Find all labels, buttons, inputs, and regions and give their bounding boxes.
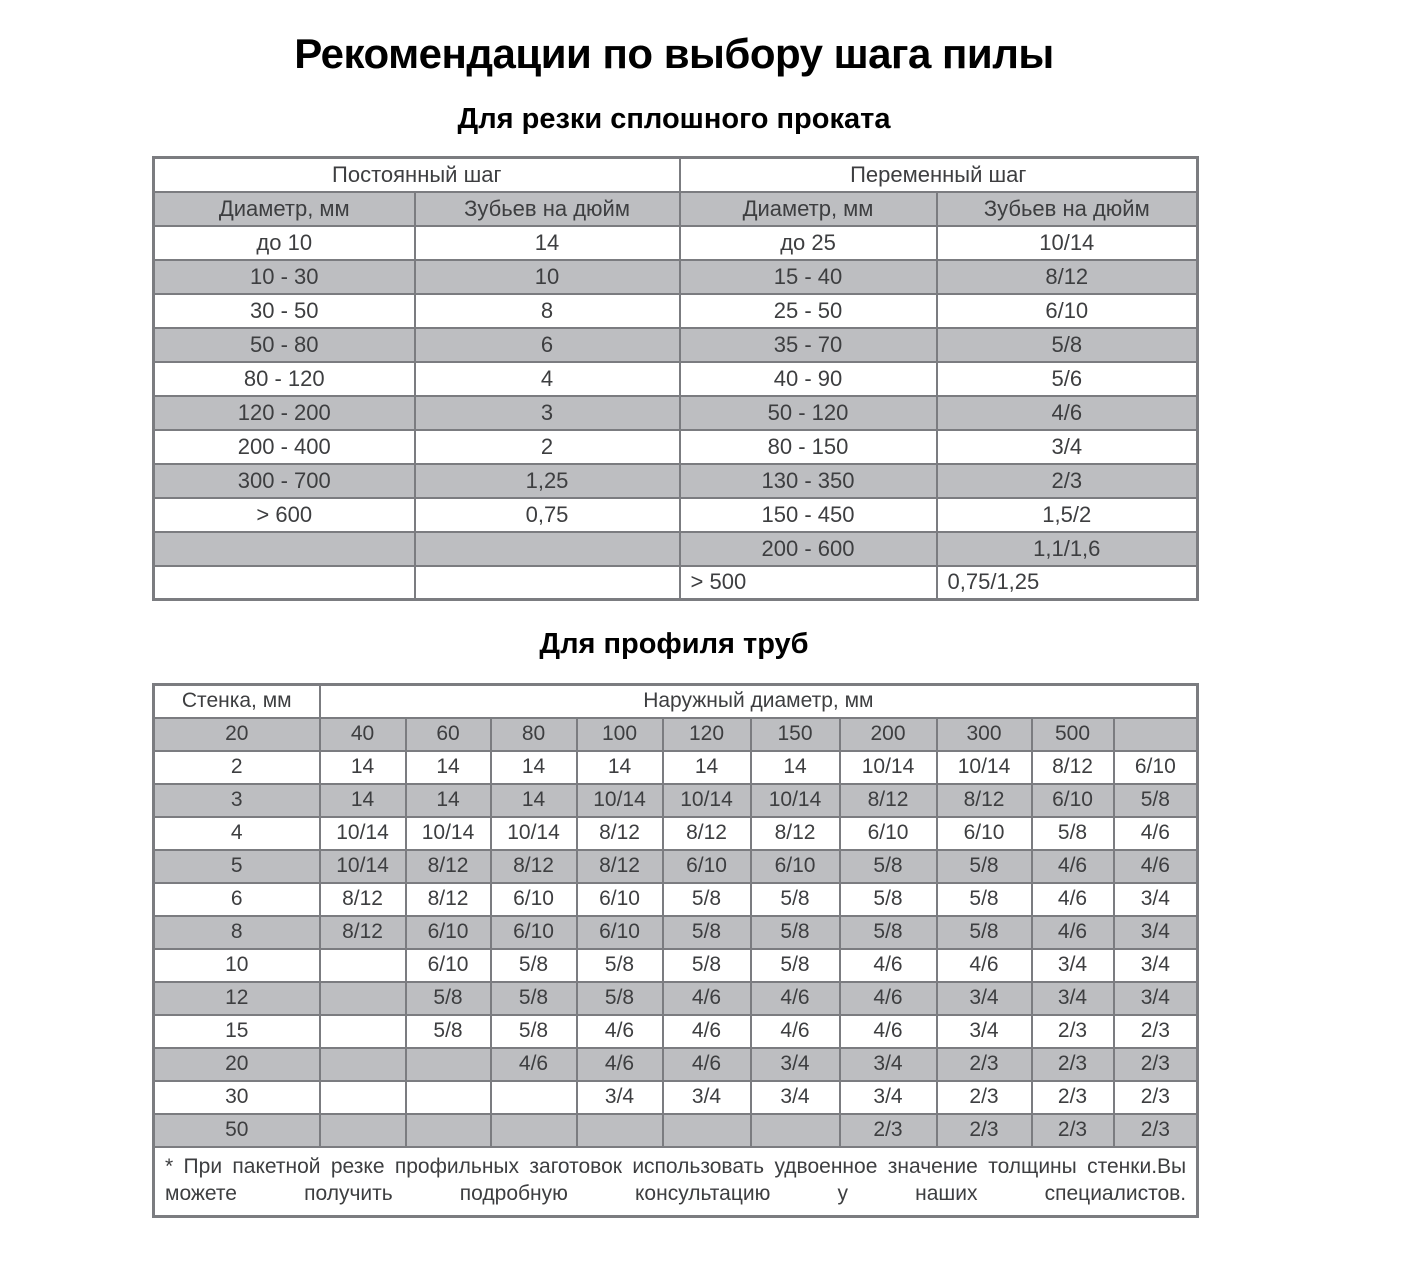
table-row <box>154 328 1198 362</box>
table-cell: 5/8 <box>751 916 840 949</box>
document-content <box>152 30 1196 1218</box>
table-cell: 5/8 <box>840 916 937 949</box>
table-cell: 3/4 <box>1114 949 1198 982</box>
column-header-tpi-1: Зубьев на дюйм <box>415 192 680 226</box>
table-cell: 5/8 <box>406 1015 491 1048</box>
diameter-header-cell: 300 <box>937 718 1032 751</box>
diameter-values-row <box>154 718 1198 751</box>
table-row <box>154 817 1198 850</box>
table-cell: 3/4 <box>840 1081 937 1114</box>
table-cell: 5/8 <box>663 949 751 982</box>
table-cell: 5/8 <box>840 850 937 883</box>
table-cell <box>415 566 680 600</box>
table-cell: 10/14 <box>320 817 406 850</box>
table-row <box>154 982 1198 1015</box>
table-cell: 4/6 <box>751 1015 840 1048</box>
table-cell <box>320 1081 406 1114</box>
table-cell: 6/10 <box>577 883 663 916</box>
table-cell: 6/10 <box>937 817 1032 850</box>
table-cell: > 500 <box>680 566 937 600</box>
table-cell: 30 <box>154 1081 320 1114</box>
table-cell: 10 - 30 <box>154 260 415 294</box>
table-cell: 3/4 <box>1114 883 1198 916</box>
table-cell: 6/10 <box>1114 751 1198 784</box>
table-row <box>154 1048 1198 1081</box>
table-cell: 5/8 <box>491 1015 577 1048</box>
table-cell: 40 - 90 <box>680 362 937 396</box>
table-cell: 8/12 <box>406 850 491 883</box>
pipe-profile-table <box>152 683 1199 1218</box>
table-cell: 4/6 <box>577 1015 663 1048</box>
table-cell: 0,75/1,25 <box>937 566 1198 600</box>
table-cell: 8/12 <box>840 784 937 817</box>
table-cell: 3/4 <box>1114 916 1198 949</box>
table-cell: 8/12 <box>320 883 406 916</box>
table-cell: 8/12 <box>937 260 1198 294</box>
table-cell: 120 - 200 <box>154 396 415 430</box>
table-cell <box>406 1081 491 1114</box>
table-cell: 5/8 <box>937 328 1198 362</box>
table-cell: 10/14 <box>663 784 751 817</box>
solid-stock-table <box>152 156 1199 601</box>
table-cell <box>415 532 680 566</box>
table-row <box>154 498 1198 532</box>
table-cell: 4 <box>415 362 680 396</box>
table-cell: 2/3 <box>1032 1048 1114 1081</box>
table-cell: 5/8 <box>937 916 1032 949</box>
table-cell: 5/8 <box>751 949 840 982</box>
table-cell: 4/6 <box>937 949 1032 982</box>
table-cell: 2/3 <box>1032 1081 1114 1114</box>
solid-stock-section-title: Для резки сплошного проката <box>457 103 891 136</box>
table-cell: 8/12 <box>577 850 663 883</box>
table-cell: 10/14 <box>840 751 937 784</box>
table-cell: 6 <box>415 328 680 362</box>
table-row <box>154 566 1198 600</box>
table-cell: 14 <box>751 751 840 784</box>
table-cell: 6/10 <box>751 850 840 883</box>
table-cell <box>320 982 406 1015</box>
table-cell: 50 - 120 <box>680 396 937 430</box>
footnote-row <box>154 1147 1198 1217</box>
table-cell: 2/3 <box>937 464 1198 498</box>
table-cell: 14 <box>320 751 406 784</box>
table-cell <box>320 1114 406 1147</box>
table-cell: 6/10 <box>406 916 491 949</box>
diameter-header-cell <box>1114 718 1198 751</box>
table-cell: 2/3 <box>937 1081 1032 1114</box>
table-cell: 200 - 400 <box>154 430 415 464</box>
table-cell: 1,25 <box>415 464 680 498</box>
table-row <box>154 396 1198 430</box>
table-cell: 4/6 <box>1032 883 1114 916</box>
table-cell: 4/6 <box>1114 850 1198 883</box>
table-cell: 3/4 <box>937 430 1198 464</box>
column-header-tpi-2: Зубьев на дюйм <box>937 192 1198 226</box>
diameter-header-cell: 100 <box>577 718 663 751</box>
table-row <box>154 916 1198 949</box>
table-cell: 3/4 <box>937 1015 1032 1048</box>
table-cell: 4/6 <box>663 1015 751 1048</box>
table-cell: 15 <box>154 1015 320 1048</box>
table-cell: 14 <box>491 751 577 784</box>
table-cell: 2/3 <box>840 1114 937 1147</box>
table-cell: 14 <box>663 751 751 784</box>
table-cell: 14 <box>577 751 663 784</box>
table-cell: 8 <box>154 916 320 949</box>
table-cell: 20 <box>154 1048 320 1081</box>
table-cell: 2 <box>415 430 680 464</box>
table-cell: 5/8 <box>577 982 663 1015</box>
table-cell: 80 - 150 <box>680 430 937 464</box>
table-cell: 0,75 <box>415 498 680 532</box>
table-cell: 6/10 <box>663 850 751 883</box>
table-cell: 1,1/1,6 <box>937 532 1198 566</box>
table-cell: 2/3 <box>1032 1015 1114 1048</box>
table-row <box>154 1081 1198 1114</box>
table-cell: 3/4 <box>751 1048 840 1081</box>
table-cell: 10/14 <box>491 817 577 850</box>
table-cell: 5/8 <box>577 949 663 982</box>
diameter-header-cell: 20 <box>154 718 320 751</box>
diameter-header-cell: 500 <box>1032 718 1114 751</box>
table-cell: 4/6 <box>577 1048 663 1081</box>
table-cell: 5/8 <box>663 916 751 949</box>
table-cell: 5/8 <box>840 883 937 916</box>
table-cell: 4/6 <box>840 982 937 1015</box>
table-cell: 4/6 <box>937 396 1198 430</box>
table-row <box>154 260 1198 294</box>
table-cell: 14 <box>415 226 680 260</box>
table-cell: 5/8 <box>491 949 577 982</box>
table-cell: 3/4 <box>840 1048 937 1081</box>
table-row <box>154 1114 1198 1147</box>
table-row <box>154 949 1198 982</box>
table-row <box>154 850 1198 883</box>
group-header-constant-pitch: Постоянный шаг <box>154 158 680 192</box>
table-cell: 2/3 <box>1032 1114 1114 1147</box>
group-header-row <box>154 158 1198 192</box>
table-cell: 4/6 <box>840 949 937 982</box>
table-row <box>154 226 1198 260</box>
table-cell: 130 - 350 <box>680 464 937 498</box>
pipe-profile-table-body <box>154 751 1198 1147</box>
table-cell: 3/4 <box>1114 982 1198 1015</box>
table-cell: 5/8 <box>663 883 751 916</box>
table-cell: 5/8 <box>751 883 840 916</box>
group-header-variable-pitch: Переменный шаг <box>680 158 1198 192</box>
table-cell: 50 <box>154 1114 320 1147</box>
table-cell: 6/10 <box>491 883 577 916</box>
outer-diameter-header: Наружный диаметр, мм <box>320 685 1198 718</box>
diameter-header-cell: 120 <box>663 718 751 751</box>
table-cell <box>154 566 415 600</box>
table-cell: 200 - 600 <box>680 532 937 566</box>
table-cell: 14 <box>320 784 406 817</box>
table-cell: 6/10 <box>577 916 663 949</box>
table-cell: 14 <box>491 784 577 817</box>
table-cell: 4/6 <box>663 1048 751 1081</box>
table-cell <box>577 1114 663 1147</box>
column-header-diameter-2: Диаметр, мм <box>680 192 937 226</box>
table-cell: 50 - 80 <box>154 328 415 362</box>
diameter-header-cell: 40 <box>320 718 406 751</box>
table-cell: 3 <box>154 784 320 817</box>
table-cell: 4/6 <box>663 982 751 1015</box>
table-cell: 2/3 <box>937 1114 1032 1147</box>
pipe-header-row <box>154 685 1198 718</box>
table-row <box>154 294 1198 328</box>
table-cell: 8 <box>415 294 680 328</box>
table-cell: 10/14 <box>937 226 1198 260</box>
table-row <box>154 751 1198 784</box>
table-cell <box>406 1048 491 1081</box>
table-cell: 15 - 40 <box>680 260 937 294</box>
table-cell: до 10 <box>154 226 415 260</box>
table-row <box>154 883 1198 916</box>
table-cell: 4/6 <box>1114 817 1198 850</box>
pipe-profile-section-title: Для профиля труб <box>539 628 809 661</box>
table-cell <box>751 1114 840 1147</box>
table-cell: 2/3 <box>1114 1114 1198 1147</box>
table-cell: 2/3 <box>1114 1081 1198 1114</box>
diameter-header-cell: 150 <box>751 718 840 751</box>
table-cell <box>320 1048 406 1081</box>
table-cell: 25 - 50 <box>680 294 937 328</box>
column-header-row <box>154 192 1198 226</box>
table-cell: 8/12 <box>406 883 491 916</box>
table-cell: 80 - 120 <box>154 362 415 396</box>
table-cell: > 600 <box>154 498 415 532</box>
table-row <box>154 464 1198 498</box>
table-cell <box>320 1015 406 1048</box>
table-row <box>154 1015 1198 1048</box>
table-cell: 4/6 <box>491 1048 577 1081</box>
table-cell: 10/14 <box>751 784 840 817</box>
table-cell: 3/4 <box>937 982 1032 1015</box>
table-cell: 8/12 <box>663 817 751 850</box>
table-cell: 5 <box>154 850 320 883</box>
table-cell: 3/4 <box>663 1081 751 1114</box>
table-row <box>154 532 1198 566</box>
table-cell: 3/4 <box>751 1081 840 1114</box>
table-row <box>154 784 1198 817</box>
table-cell: 4/6 <box>1032 916 1114 949</box>
table-cell: 6/10 <box>491 916 577 949</box>
table-cell: 10/14 <box>406 817 491 850</box>
table-cell: до 25 <box>680 226 937 260</box>
table-cell: 8/12 <box>937 784 1032 817</box>
table-cell: 2/3 <box>1114 1015 1198 1048</box>
table-cell: 300 - 700 <box>154 464 415 498</box>
table-cell: 10 <box>154 949 320 982</box>
table-cell: 8/12 <box>320 916 406 949</box>
table-cell: 5/8 <box>937 850 1032 883</box>
table-cell: 5/8 <box>937 883 1032 916</box>
table-cell: 1,5/2 <box>937 498 1198 532</box>
table-cell: 4/6 <box>751 982 840 1015</box>
table-cell: 10 <box>415 260 680 294</box>
page-title: Рекомендации по выбору шага пилы <box>294 30 1054 77</box>
table-cell: 150 - 450 <box>680 498 937 532</box>
column-header-diameter-1: Диаметр, мм <box>154 192 415 226</box>
table-cell: 10/14 <box>577 784 663 817</box>
table-cell <box>491 1114 577 1147</box>
table-cell: 4/6 <box>840 1015 937 1048</box>
diameter-header-cell: 200 <box>840 718 937 751</box>
table-cell: 6 <box>154 883 320 916</box>
table-cell: 35 - 70 <box>680 328 937 362</box>
table-cell: 30 - 50 <box>154 294 415 328</box>
table-cell: 6/10 <box>1032 784 1114 817</box>
diameter-header-cell: 60 <box>406 718 491 751</box>
table-cell: 3/4 <box>1032 949 1114 982</box>
table-cell <box>154 532 415 566</box>
table-cell: 2 <box>154 751 320 784</box>
diameter-header-cell: 80 <box>491 718 577 751</box>
table-cell: 2/3 <box>937 1048 1032 1081</box>
table-cell: 12 <box>154 982 320 1015</box>
table-cell: 10/14 <box>320 850 406 883</box>
table-cell: 8/12 <box>577 817 663 850</box>
footnote-text: * При пакетной резке профильных заготовок использовать удвоенное значение толщины стенки.Вы можете получить подробную консультацию у наших специалистов. <box>154 1147 1198 1217</box>
table-cell <box>320 949 406 982</box>
table-cell: 3 <box>415 396 680 430</box>
table-cell <box>663 1114 751 1147</box>
solid-stock-table-body <box>154 226 1198 600</box>
table-cell: 6/10 <box>937 294 1198 328</box>
table-cell: 5/8 <box>1032 817 1114 850</box>
table-cell: 6/10 <box>406 949 491 982</box>
table-cell <box>491 1081 577 1114</box>
table-cell: 5/8 <box>406 982 491 1015</box>
table-cell: 8/12 <box>1032 751 1114 784</box>
wall-thickness-header: Стенка, мм <box>154 685 320 718</box>
table-cell: 4/6 <box>1032 850 1114 883</box>
table-cell: 5/6 <box>937 362 1198 396</box>
table-cell: 4 <box>154 817 320 850</box>
table-cell: 10/14 <box>937 751 1032 784</box>
table-cell <box>406 1114 491 1147</box>
table-cell: 2/3 <box>1114 1048 1198 1081</box>
table-cell: 3/4 <box>1032 982 1114 1015</box>
table-cell: 8/12 <box>491 850 577 883</box>
table-cell: 14 <box>406 784 491 817</box>
table-cell: 8/12 <box>751 817 840 850</box>
table-cell: 3/4 <box>577 1081 663 1114</box>
table-cell: 5/8 <box>1114 784 1198 817</box>
table-cell: 6/10 <box>840 817 937 850</box>
table-cell: 5/8 <box>491 982 577 1015</box>
table-cell: 14 <box>406 751 491 784</box>
table-row <box>154 430 1198 464</box>
table-row <box>154 362 1198 396</box>
